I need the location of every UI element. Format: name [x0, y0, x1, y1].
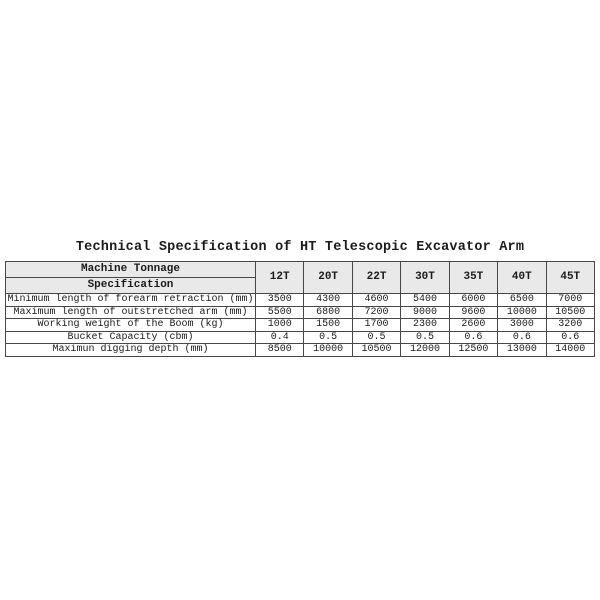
spec-table — [5, 261, 595, 357]
cell-value: 6800 — [304, 306, 352, 319]
cell-value: 1000 — [256, 319, 304, 332]
cell-value: 4300 — [304, 294, 352, 307]
table-row — [6, 306, 595, 319]
tonnage-col-header-45t: 45T — [546, 262, 594, 294]
cell-value: 7200 — [352, 306, 400, 319]
cell-value: 0.5 — [352, 331, 400, 344]
cell-value: 0.6 — [498, 331, 546, 344]
cell-value: 0.5 — [401, 331, 449, 344]
cell-value: 13000 — [498, 344, 546, 357]
cell-value: 6500 — [498, 294, 546, 307]
cell-value: 3200 — [546, 319, 594, 332]
cell-value: 10500 — [546, 306, 594, 319]
cell-value: 10500 — [352, 344, 400, 357]
cell-value: 10000 — [498, 306, 546, 319]
row-label: Minimum length of forearm retraction (mm) — [7, 294, 254, 305]
table-row — [6, 294, 595, 307]
header-row-machine-tonnage — [6, 262, 595, 278]
cell-value: 5500 — [256, 306, 304, 319]
table-row — [6, 331, 595, 344]
cell-value: 3500 — [256, 294, 304, 307]
row-label: Maximum length of outstretched arm (mm) — [6, 306, 256, 319]
cell-value: 3000 — [498, 319, 546, 332]
cell-value: 9600 — [449, 306, 497, 319]
tonnage-col-header-30t: 30T — [401, 262, 449, 294]
table-row — [6, 319, 595, 332]
cell-value: 0.4 — [256, 331, 304, 344]
specification-header: Specification — [6, 278, 256, 294]
cell-value: 12500 — [449, 344, 497, 357]
cell-value: 0.5 — [304, 331, 352, 344]
cell-value: 1500 — [304, 319, 352, 332]
cell-value: 12000 — [401, 344, 449, 357]
table-row — [6, 344, 595, 357]
cell-value: 5400 — [401, 294, 449, 307]
cell-value: 2600 — [449, 319, 497, 332]
tonnage-col-header-12t: 12T — [256, 262, 304, 294]
tonnage-col-header-40t: 40T — [498, 262, 546, 294]
row-label: Bucket Capacity (cbm) — [6, 331, 256, 344]
machine-tonnage-header: Machine Tonnage — [6, 262, 256, 278]
spec-table-container — [5, 261, 595, 357]
tonnage-col-header-20t: 20T — [304, 262, 352, 294]
tonnage-col-header-22t: 22T — [352, 262, 400, 294]
cell-value: 0.6 — [546, 331, 594, 344]
cell-value: 8500 — [256, 344, 304, 357]
cell-value: 9000 — [401, 306, 449, 319]
row-label: Working weight of the Boom (kg) — [6, 319, 256, 332]
cell-value: 6000 — [449, 294, 497, 307]
row-label: Maximun digging depth (mm) — [6, 344, 256, 357]
cell-value: 1700 — [352, 319, 400, 332]
cell-value: 0.6 — [449, 331, 497, 344]
cell-value: 14000 — [546, 344, 594, 357]
tonnage-col-header-35t: 35T — [449, 262, 497, 294]
cell-value: 2300 — [401, 319, 449, 332]
cell-value: 10000 — [304, 344, 352, 357]
cell-value: 4600 — [352, 294, 400, 307]
page-title: Technical Specification of HT Telescopic Excavator Arm — [75, 240, 525, 255]
cell-value: 7000 — [546, 294, 594, 307]
